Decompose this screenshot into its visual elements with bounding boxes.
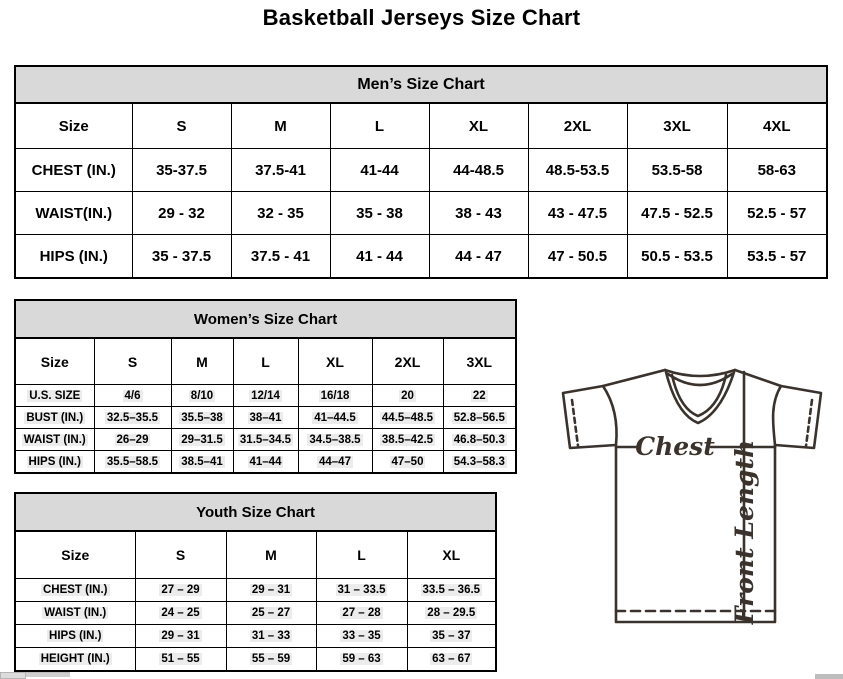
- cell-value: 24 – 25: [161, 607, 200, 619]
- cell: [298, 407, 372, 429]
- cell-value: 8/10: [190, 389, 214, 402]
- cell: [443, 407, 516, 429]
- collar-top-edge: [665, 370, 735, 376]
- cell-value: 47–50: [391, 455, 424, 468]
- col-header: L: [330, 103, 429, 149]
- col-header: Size: [15, 103, 132, 149]
- cell: [316, 579, 407, 602]
- cell-value: 16/18: [320, 389, 350, 402]
- cell: [171, 429, 233, 451]
- cell: 44 - 47: [429, 235, 528, 279]
- col-header: 4XL: [727, 103, 827, 149]
- page-title: Basketball Jerseys Size Chart: [262, 5, 581, 30]
- table-row: [15, 429, 516, 451]
- mens-size-table: [14, 65, 828, 279]
- row-label: [15, 385, 94, 407]
- col-header: L: [233, 338, 298, 385]
- cell-value: 41–44.5: [314, 411, 356, 424]
- cell: 37.5 - 41: [231, 235, 330, 279]
- cell: [226, 648, 316, 672]
- cell-value: 35.5–38: [181, 411, 223, 424]
- table-row: [15, 451, 516, 474]
- cell-value: WAIST (IN.): [23, 433, 86, 446]
- cell: [233, 451, 298, 474]
- col-header: 2XL: [528, 103, 627, 149]
- cell: [226, 602, 316, 625]
- cell-value: 51 – 55: [161, 653, 200, 665]
- cell-value: 63 – 67: [432, 653, 471, 665]
- cell-value: 32.5–35.5: [106, 411, 159, 424]
- cell: [135, 625, 226, 648]
- cell-value: 54.3–58.3: [453, 455, 505, 468]
- cell-value: 28 – 29.5: [427, 607, 476, 619]
- cell: [443, 451, 516, 474]
- cell: [94, 385, 171, 407]
- row-label: WAIST(IN.): [15, 192, 132, 235]
- cell-value: 33.5 – 36.5: [422, 584, 481, 596]
- cell: [316, 625, 407, 648]
- col-header: S: [94, 338, 171, 385]
- cell: [135, 602, 226, 625]
- cell-value: 4/6: [124, 389, 141, 402]
- col-header: Size: [15, 531, 135, 579]
- cell: 48.5-53.5: [528, 149, 627, 192]
- armhole-seam-left: [603, 386, 617, 445]
- cell-value: 38–41: [249, 411, 282, 424]
- cell-value: 41–44: [249, 455, 282, 468]
- col-header: M: [171, 338, 233, 385]
- cell: [171, 385, 233, 407]
- cuff-stitch-left: [572, 400, 578, 446]
- cell-value: 55 – 59: [251, 653, 291, 665]
- cuff-stitch-right: [806, 400, 812, 446]
- cell: [407, 579, 496, 602]
- table-row: [15, 235, 827, 279]
- col-header: L: [316, 531, 407, 579]
- table-header-row: [15, 338, 516, 385]
- col-header: S: [132, 103, 231, 149]
- cell: [135, 648, 226, 672]
- cell: 29 - 32: [132, 192, 231, 235]
- cell-value: 44–47: [319, 455, 351, 468]
- cell: [316, 602, 407, 625]
- cell: [298, 385, 372, 407]
- table-row: [15, 192, 827, 235]
- cell: 50.5 - 53.5: [627, 235, 727, 279]
- cell-value: BUST (IN.): [26, 411, 84, 424]
- cell: [226, 579, 316, 602]
- cell: 58-63: [727, 149, 827, 192]
- cell: [372, 429, 443, 451]
- cell-value: 38.5–41: [181, 455, 223, 468]
- cell: [407, 602, 496, 625]
- cell: 35-37.5: [132, 149, 231, 192]
- row-label: [15, 407, 94, 429]
- cell-value: 34.5–38.5: [309, 433, 361, 446]
- cell: [233, 429, 298, 451]
- table-row: [15, 602, 496, 625]
- row-label: [15, 625, 135, 648]
- youth-table-title: Youth Size Chart: [15, 493, 496, 531]
- col-header: XL: [298, 338, 372, 385]
- row-label: [15, 579, 135, 602]
- cell: [233, 385, 298, 407]
- cell: 44-48.5: [429, 149, 528, 192]
- cell-value: 59 – 63: [342, 653, 381, 665]
- cell: 41-44: [330, 149, 429, 192]
- cell: 37.5-41: [231, 149, 330, 192]
- cell: [233, 407, 298, 429]
- youth-size-table: [14, 492, 497, 672]
- cell-value: HIPS (IN.): [49, 630, 102, 642]
- cell-value: 25 – 27: [251, 607, 291, 619]
- table-row: [15, 648, 496, 672]
- cell-value: WAIST (IN.): [44, 607, 107, 619]
- cell: [407, 625, 496, 648]
- scrollbar-button-left[interactable]: [0, 672, 26, 679]
- col-header: M: [226, 531, 316, 579]
- womens-size-table: [14, 299, 517, 474]
- cell-value: 12/14: [251, 389, 280, 402]
- row-label: CHEST (IN.): [15, 149, 132, 192]
- cell: [372, 385, 443, 407]
- cell-value: 29–31.5: [181, 433, 223, 446]
- cell-value: 29 – 31: [161, 630, 200, 642]
- table-row: [15, 579, 496, 602]
- jersey-body-shape: [563, 370, 821, 622]
- armhole-seam-right: [773, 386, 781, 445]
- cell-value: 35.5–58.5: [106, 455, 159, 468]
- cell: 38 - 43: [429, 192, 528, 235]
- jersey-outline: [563, 370, 821, 622]
- col-header: Size: [15, 338, 94, 385]
- table-row: [15, 149, 827, 192]
- row-label: [15, 648, 135, 672]
- cell: [372, 407, 443, 429]
- cell-value: 52.8–56.5: [453, 411, 505, 424]
- cell-value: 31 – 33.5: [337, 584, 386, 596]
- cell: 32 - 35: [231, 192, 330, 235]
- cell-value: 44.5–48.5: [381, 411, 434, 424]
- cell-value: 31.5–34.5: [239, 433, 292, 446]
- table-row: [15, 385, 516, 407]
- col-header: M: [231, 103, 330, 149]
- cell-value: 22: [472, 389, 486, 402]
- cell: [443, 429, 516, 451]
- jersey-measurement-diagram: [558, 362, 826, 628]
- cell-value: 38.5–42.5: [381, 433, 434, 446]
- row-label: [15, 602, 135, 625]
- table-row: [15, 625, 496, 648]
- col-header: S: [135, 531, 226, 579]
- chest-label: Chest: [635, 432, 715, 461]
- cell-value: 46.8–50.3: [453, 433, 505, 446]
- row-label: [15, 429, 94, 451]
- cell: 47.5 - 52.5: [627, 192, 727, 235]
- cell: 35 - 37.5: [132, 235, 231, 279]
- col-header: XL: [429, 103, 528, 149]
- cell-value: 29 – 31: [251, 584, 291, 596]
- cell: 53.5 - 57: [727, 235, 827, 279]
- col-header: 3XL: [443, 338, 516, 385]
- cell: [372, 451, 443, 474]
- cell: 52.5 - 57: [727, 192, 827, 235]
- cell: [443, 385, 516, 407]
- cell: 43 - 47.5: [528, 192, 627, 235]
- cell: 47 - 50.5: [528, 235, 627, 279]
- cell: [94, 429, 171, 451]
- mens-table-title: Men’s Size Chart: [15, 66, 827, 103]
- col-header: XL: [407, 531, 496, 579]
- cell-value: 31 – 33: [251, 630, 291, 642]
- cell: [171, 451, 233, 474]
- cell-value: 27 – 29: [161, 584, 200, 596]
- cell: [407, 648, 496, 672]
- cell: 41 - 44: [330, 235, 429, 279]
- cell: [298, 429, 372, 451]
- cell-value: 20: [401, 389, 414, 402]
- row-label: [15, 451, 94, 474]
- front-length-label: Front Length: [730, 439, 759, 625]
- table-header-row: [15, 531, 496, 579]
- cell-value: HIPS (IN.): [28, 455, 81, 468]
- cell-value: 33 – 35: [342, 630, 381, 642]
- cell-value: HEIGHT (IN.): [40, 653, 110, 665]
- cell-value: 26–29: [116, 433, 149, 446]
- cell: [171, 407, 233, 429]
- womens-table-title: Women’s Size Chart: [15, 300, 516, 338]
- cell-value: 35 – 37: [432, 630, 471, 642]
- cell: [298, 451, 372, 474]
- table-row: [15, 407, 516, 429]
- cell-value: U.S. SIZE: [29, 389, 81, 402]
- cell: [226, 625, 316, 648]
- cell: 53.5-58: [627, 149, 727, 192]
- cell: [94, 451, 171, 474]
- cell: [94, 407, 171, 429]
- cell-value: CHEST (IN.): [42, 584, 108, 596]
- col-header: 2XL: [372, 338, 443, 385]
- cell-value: 27 – 28: [342, 607, 381, 619]
- table-header-row: [15, 103, 827, 149]
- scrollbar-button-right[interactable]: [815, 674, 843, 679]
- row-label: HIPS (IN.): [15, 235, 132, 279]
- cell: 35 - 38: [330, 192, 429, 235]
- col-header: 3XL: [627, 103, 727, 149]
- cell: [316, 648, 407, 672]
- cell: [135, 579, 226, 602]
